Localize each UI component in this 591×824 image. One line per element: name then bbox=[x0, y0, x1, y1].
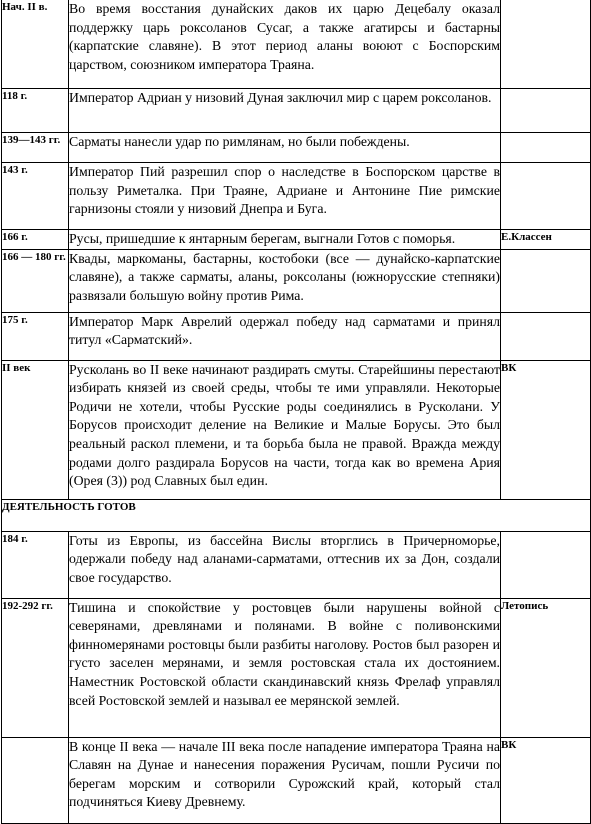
row-source: Е.Классен bbox=[501, 230, 591, 250]
row-source bbox=[501, 531, 591, 598]
row-date: 175 г. bbox=[2, 312, 69, 360]
row-date: Нач. II в. bbox=[2, 0, 69, 89]
table-row bbox=[2, 89, 591, 133]
row-date: 143 г. bbox=[2, 163, 69, 230]
row-date bbox=[2, 737, 69, 823]
table-row bbox=[2, 531, 591, 598]
row-date: 118 г. bbox=[2, 89, 69, 133]
row-date: 166 г. bbox=[2, 230, 69, 250]
table-row bbox=[2, 737, 591, 823]
row-date: 192-292 гг. bbox=[2, 598, 69, 737]
row-text: Квады, маркоманы, бастарны, костобоки (все — дунайско-карпатские славяне), а также сарматы, аланы, роксоланы (южнорусские степняки) развязали большую войну против Рима. bbox=[69, 249, 501, 312]
row-source bbox=[501, 312, 591, 360]
table-row bbox=[2, 360, 591, 499]
row-date: II век bbox=[2, 360, 69, 499]
row-source bbox=[501, 163, 591, 230]
row-date: 166 — 180 гг. bbox=[2, 249, 69, 312]
section-row bbox=[2, 499, 591, 531]
row-source bbox=[501, 133, 591, 163]
table-row bbox=[2, 163, 591, 230]
chronicle-table bbox=[1, 0, 591, 824]
row-source bbox=[501, 0, 591, 89]
row-date: 184 г. bbox=[2, 531, 69, 598]
row-source bbox=[501, 249, 591, 312]
row-text: Во время восстания дунайских даков их царю Децебалу оказал поддержку царь роксоланов Сусаг, а также агатирсы и бастарны (карпатские славяне). В этот период аланы воюют с Боспорским царством, союзником императора Траяна. bbox=[69, 0, 501, 89]
row-text: Император Пий разрешил спор о наследстве в Боспорском царстве в пользу Риметалка. При Траяне, Адриане и Антонине Пие римские гарнизоны стояли у низовий Днепра и Буга. bbox=[69, 163, 501, 230]
row-source: Летопись bbox=[501, 598, 591, 737]
row-text: В конце II века — начале III века после нападение императора Траяна на Славян на Дунае и нанесения поражения Русичам, пошли Русичи по берегам морским и сотворили Сурожский край, который стал подчиняться Киеву Древнему. bbox=[69, 737, 501, 823]
row-date: 139—143 гг. bbox=[2, 133, 69, 163]
row-text: Император Марк Аврелий одержал победу над сарматами и принял титул «Сарматский». bbox=[69, 312, 501, 360]
table-row bbox=[2, 0, 591, 89]
row-text: Сарматы нанесли удар по римлянам, но были побеждены. bbox=[69, 133, 501, 163]
row-text: Тишина и спокойствие у ростовцев были нарушены войной с северянами, древлянами и полянами. В войне с поливонскими финномерянами ростовцы были разбиты наголову. Ростов был разорен и густо заселен мерянами, и земля ростовская стала их достоянием. Наместник Ростовской области скандинавский князь Фрелаф управлял всей Ростовской землей и называл ее мерянской землей. bbox=[69, 598, 501, 737]
row-text: Русы, пришедшие к янтарным берегам, выгнали Готов с поморья. bbox=[69, 230, 501, 250]
row-text: Русколань во II веке начинают раздирать смуты. Старейшины перестают избирать князей из своей среды, чтобы те ими управляли. Некоторые Родичи не хотели, чтобы Русские роды соединялись в Русколани. У Борусов происходит деление на Великие и Малые Борусы. Это был реальный раскол племени, и та борьба была не правой. Вражда между родами долго раздирала Борусов на части, тогда как во времена Ария (Орея (3)) род Славных был един. bbox=[69, 360, 501, 499]
row-source: ВК bbox=[501, 360, 591, 499]
table-row bbox=[2, 249, 591, 312]
table-row bbox=[2, 230, 591, 250]
section-title: ДЕЯТЕЛЬНОСТЬ ГОТОВ bbox=[2, 499, 591, 531]
row-source: ВК bbox=[501, 737, 591, 823]
table-row bbox=[2, 312, 591, 360]
row-text: Готы из Европы, из бассейна Вислы вторглись в Причерноморье, одержали победу над аланами-сарматами, оттеснив их за Дон, создали свое государство. bbox=[69, 531, 501, 598]
table-row bbox=[2, 133, 591, 163]
row-text: Император Адриан у низовий Дуная заключил мир с царем роксоланов. bbox=[69, 89, 501, 133]
table-row bbox=[2, 598, 591, 737]
row-source bbox=[501, 89, 591, 133]
